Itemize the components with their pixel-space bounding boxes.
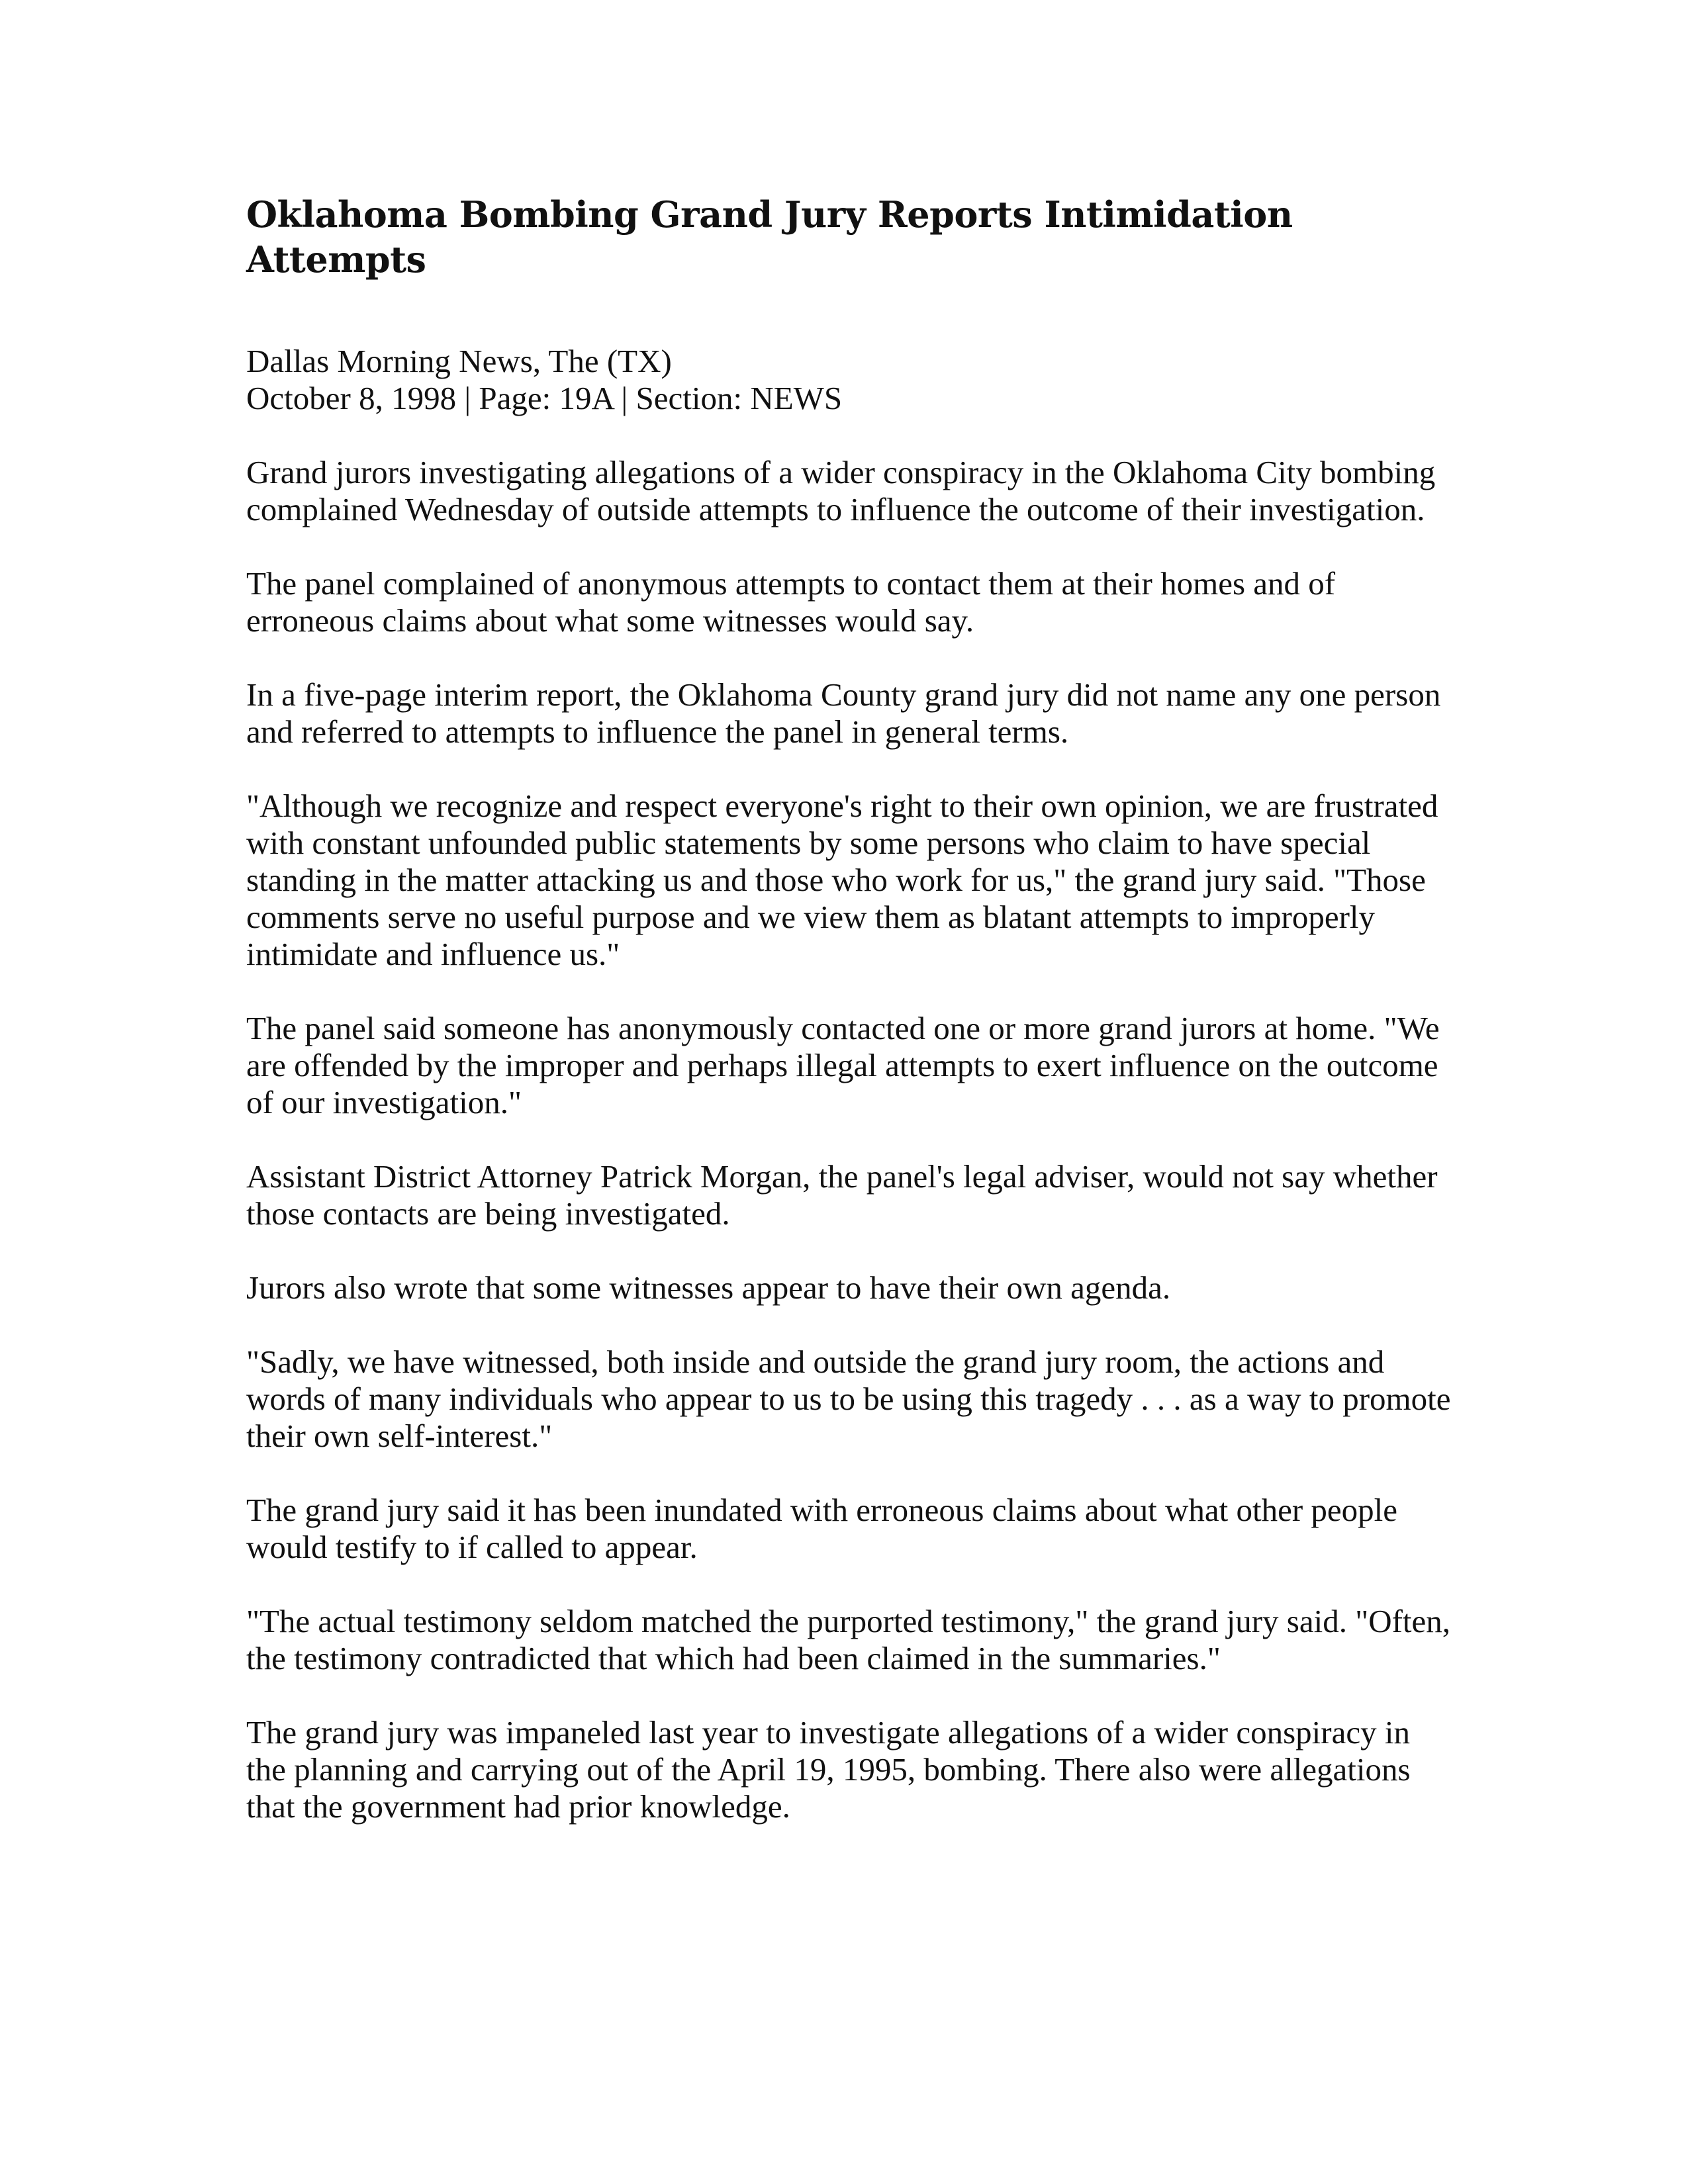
article-paragraph: "Although we recognize and respect everyone's right to their own opinion, we are frustrated with constant unfounded public statements by some persons who claim to have special standing in the matter attacking us and those who work for us," the grand jury said. "Those comments serve no useful purpose and we view them as blatant attempts to improperly intimidate and influence us." [246,788,1438,972]
article-paragraph: "Sadly, we have witnessed, both inside and outside the grand jury room, the actions and words of many individuals who appear to us to be using this tragedy . . . as a way to promote their own self-interest." [246,1343,1451,1454]
article-paragraph: "The actual testimony seldom matched the purported testimony," the grand jury said. "Often, the testimony contradicted that which had been claimed in the summaries." [246,1603,1451,1676]
article-source: Dallas Morning News, The (TX) [246,343,672,379]
article-paragraph: The panel said someone has anonymously contacted one or more grand jurors at home. "We are offended by the improper and perhaps illegal attempts to exert influence on the outcome of our investigation." [246,1010,1440,1120]
article-paragraph: Jurors also wrote that some witnesses appear to have their own agenda. [246,1269,1171,1306]
article-paragraph: The grand jury said it has been inundated with erroneous claims about what other people would testify to if called to appear. [246,1492,1397,1565]
article-meta [246,343,1451,417]
article-body [246,454,1451,1825]
article-paragraph: Assistant District Attorney Patrick Morgan, the panel's legal adviser, would not say whether those contacts are being investigated. [246,1158,1438,1232]
article-paragraph: The grand jury was impaneled last year to investigate allegations of a wider conspiracy in the planning and carrying out of the April 19, 1995, bombing. There also were allegations that the government had prior knowledge. [246,1714,1411,1825]
article-paragraph: Grand jurors investigating allegations of a wider conspiracy in the Oklahoma City bombing complained Wednesday of outside attempts to influence the outcome of their investigation. [246,454,1436,527]
article-dateline: October 8, 1998 | Page: 19A | Section: NEWS [246,380,843,416]
article-headline: Oklahoma Bombing Grand Jury Reports Intimidation Attempts [246,193,1293,281]
article-page [246,192,1451,1862]
article-paragraph: In a five-page interim report, the Oklahoma County grand jury did not name any one person and referred to attempts to influence the panel in general terms. [246,676,1441,750]
article-paragraph: The panel complained of anonymous attempts to contact them at their homes and of erroneous claims about what some witnesses would say. [246,565,1336,639]
